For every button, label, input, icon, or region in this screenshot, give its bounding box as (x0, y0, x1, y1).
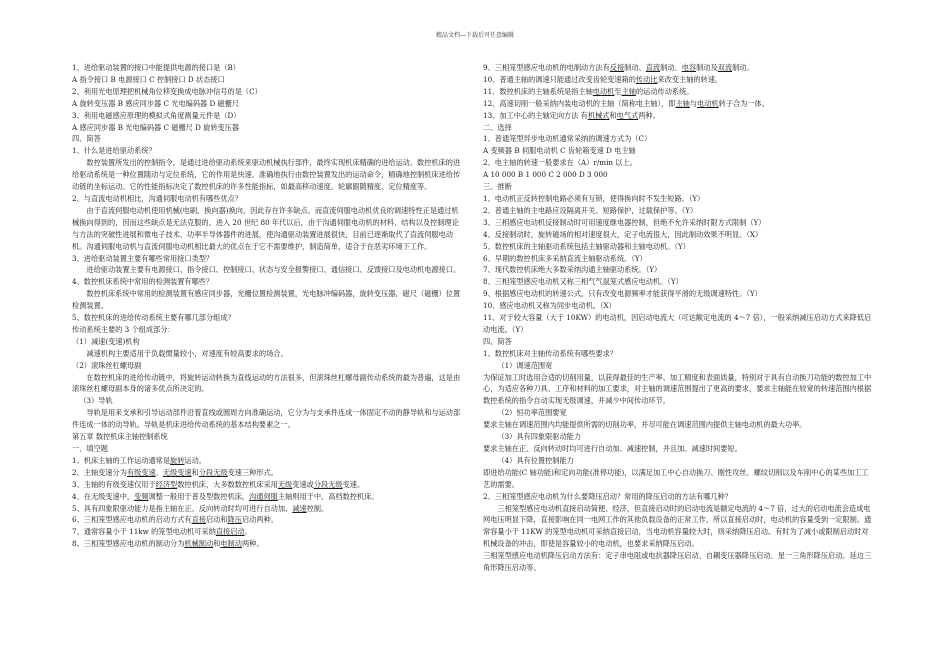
answer-blank: 电动机 (697, 98, 719, 108)
text-segment: 1、机床主轴的工作运动通常是 (72, 455, 171, 465)
sub-answer: 即进给功能(C 轴功能)和定向功能(准停功能)，以满足加工中心自动换刀、刚性攻丝、螺纹切削以及车削中心的某些加工工艺的需要。 (483, 467, 869, 489)
answer-blank: 主轴 (675, 98, 690, 108)
text-segment: 制动、 (660, 63, 682, 72)
text-segment: 11、数控机床的主轴系统是指主轴 (483, 86, 593, 96)
answer-blank: 旋转 (170, 455, 185, 465)
left-column (72, 62, 465, 550)
sub-answer: 为保证加工时选用合适的切削用量，以获得最佳的生产率、加工精度和表面质量，特别对于具有自动换刀功能的数控加工中心，为适应各种刀具、工序和材料的加工要求，对主轴的调速范围提出了更高的要求，要求主轴能在较宽的转速范围内根据数控系统的指令自动实现无级调速，并减少中间传动环节。 (483, 372, 872, 406)
judge-item: 8、三相笼型感应电动机又称三相气气鼠笼式感应电动机。（Y） (483, 277, 683, 287)
answer: 三相笼型感应电动机直接启动简便、经济，但直接启动时的启动电流是额定电流的 4～7 倍，过大的启动电流会造成电网电压明显下降，直接影响在同一电网工作的其他负载设备的正常工作，所以直接启动时，电动机的容量受到一定限制。通常容量小于 11KW 的笼型电动机可采纳直接启动，当电动机容量较大时，则采纳降压启动。有时为了减小或限制启动时对机械设备的冲击，即使是容量较小的电动机，也要求采纳降压启动。 (483, 503, 872, 549)
answer-blank: 有级变速 (126, 467, 156, 477)
text-segment: 制动及 (696, 63, 718, 72)
text-segment: 控制。 (306, 503, 329, 513)
judge-item: 1、电动机正反转控制电路必须有互锁，使得换向时不发生短路。（Y） (483, 193, 705, 203)
text-segment: 和 (191, 467, 199, 477)
answer: 数控装置所发出的控制指令，是通过进给驱动系统来驱动机械执行部件，最终实现机床精确的进给运动。数控机床的进给驱动系统是一种位置随动与定位系统，它的作用是快速、准确地执行由数控装置发出的运动命令，精确地控制机床进给传动链的坐标运动。它的性能指标决定了数控机床的许多性能指标，如最高移动速度、轮廓跟随精度、定位精度等。 (72, 158, 461, 192)
answer-blank: 直接 (191, 515, 206, 525)
judge-item: 4、反接制动时，旋转磁场的相对速度很大，定子电流很大，因此制动效果不明显。（X） (483, 229, 763, 239)
choice-q2: 2、利用光电原理把机械角位移变换成电脉冲信号的是（C） (72, 86, 262, 96)
sub-answer: 要求主轴在调速范围内均能提供所需的切削功率，并尽可能在调速范围内提供主轴电动机的最大功率。 (483, 420, 807, 430)
sub-heading: （2）恒功率范围要宽 (497, 408, 567, 418)
choice-options: A 10 000 B 1 000 C 2 000 D 3 000 (483, 170, 608, 180)
answer-blank: 降压 (227, 515, 242, 525)
text-segment: 、 (155, 467, 163, 477)
question: 3、进给驱动装置主要有哪些常用接口类型？ (72, 253, 214, 263)
answer-blank: 直流 (645, 63, 661, 72)
answer: 传动系统主要的 3 个组成部分： (72, 324, 175, 334)
answer-blank: 分段无级 (313, 479, 343, 489)
text-segment: 变速或 (292, 479, 314, 489)
answer: 由于直流伺服电动机使用机械(电刷、换向器)换向，因此存在许多缺点。而直流伺服电动机优良的调速特性正是通过机械换向得到的，因而这些缺点是无法克服的。进入 20 世纪 80 年代以后，由于沟通伺服电动机的材料、结构以及控制理论与方法的突破性进展和微电子技术、功率半导体器件的进展，使沟通驱动装置进展很快，目前已逐渐取代了直流伺服电动机。沟通伺服电动机与直流伺服电动机相比最大的优点在于它不需要维护，制造简单，适合于在恶劣环境下工作。 (72, 205, 459, 251)
text-segment: 7、通常容量小于 11kw 的笼型电动机可采纳 (72, 527, 216, 537)
sub-heading: （1）调速范围宽 (497, 360, 553, 370)
question: 2、与直流电动机相比，沟通伺服电动机有哪些优点？ (72, 193, 242, 203)
text-segment: 变速三种形式。 (227, 467, 278, 477)
judge-item: 3、三相感应电动机反接制动时可用速度继电器控制，但绝不允许采纳时限方式限制（Y） (483, 217, 766, 227)
text-segment: 8、三相笼型感应电动机的制动分为 (72, 539, 185, 549)
answer: 进给驱动装置主要有电源接口、指令接口、控制接口、状态与安全报警接口、通信接口、反馈接口及电动机电源接口。 (86, 265, 461, 275)
text-segment: 两种。 (241, 539, 264, 549)
fill-item (483, 98, 875, 110)
fill-item (72, 467, 465, 479)
answer-blank: 沟通伺服 (249, 491, 278, 501)
text-segment: 2、主轴变速分为 (72, 467, 127, 477)
fill-item (72, 491, 465, 503)
answer-blank: 经济型 (155, 479, 178, 489)
choice-q1: 1、进给驱动装置的接口中能提供电源的接口是（B） (72, 63, 240, 72)
sub-answer: 在数控机床的进给传动链中，将旋转运动转换为直线运动的方法很多，但滚珠丝杠螺母副传动系统的最为普遍，这是由滚珠丝杠螺母副本身的诸多优点所决定的。 (72, 372, 461, 394)
answer-blank: 无级 (277, 479, 293, 489)
judge-item: 10、感应电动机又称为同步电动机。（X） (483, 301, 616, 311)
choice-q3: 3、利用电磁感应原理的模拟式角度测量元件是（D） (72, 110, 241, 120)
text-segment: 与 (689, 98, 698, 108)
fill-item (483, 62, 875, 74)
text-segment: 调整一般用于普及型数控机床， (148, 491, 250, 501)
sub-heading: （2）滚珠丝杠螺母副 (72, 360, 142, 370)
fill-item (483, 86, 875, 98)
text-segment: 12、高速切削一般采纳内装电动机的主轴（简称电主轴），即 (483, 98, 676, 108)
answer: 三相笼型感应电动机降压启动方法有：定子串电阻或电抗器降压启动、自耦变压器降压启动、星一三角形降压启动、延边三角形降压启动等。 (483, 551, 872, 573)
sub-answer: 导轨是用来支承和引导运动部件沿着直线或圆周方向准确运动，它分为与支承件连成一体固定不动的静导轨和与运动部件连成一体的动导轨。导轨是机床进给传动系统的基本结构要素之一。 (72, 408, 461, 430)
choice-options: A 变频器 B 伺服电动机 C 齿轮箱变速 D 电主轴 (483, 146, 636, 156)
judge-item: 11、对于较大容量（大于 10KW）的电动机，因启动电流大（可达额定电流的 4～7 倍），一般采纳减压启动方式来降低启动电流。（Y） (483, 313, 872, 334)
choice-item: 1、普通笼型异步电动机通常采纳的调速方式为（C） (483, 134, 652, 144)
answer-blank: 机械式 (587, 110, 610, 120)
judge-item: 5、数控机床的主轴驱动系统包括主轴驱动器和主轴电动机。（Y） (483, 241, 690, 251)
page-header: 精品文档---下载后可任意编辑 (435, 32, 515, 39)
choice-item: 2、电主轴的转速一般要求在（A）r/min 以上。 (483, 158, 637, 168)
chapter-title: 第五章 数控机床主轴控制系统 (72, 432, 168, 442)
section-title: 二、选择 (483, 122, 512, 132)
text-segment: 变速。 (342, 479, 365, 489)
judge-item: 6、早期的数控机床多采纳直流主轴驱动系统。（Y） (483, 253, 647, 263)
answer-blank: 分段无级 (198, 467, 228, 477)
section-title: 四、简答 (483, 336, 512, 346)
text-segment: 至 (614, 86, 622, 96)
text-segment: 制动。 (732, 63, 754, 72)
answer-blank: 电容 (681, 63, 697, 72)
text-segment: 制动、 (624, 63, 646, 72)
text-segment: 数控机床，大多数数控机床采用 (177, 479, 278, 489)
fill-item (72, 503, 465, 515)
fill-item (483, 74, 875, 86)
text-segment: 13、加工中心的主轴定向方法 有 (483, 110, 588, 120)
answer-blank: 机械制动 (184, 539, 214, 549)
sub-heading: （3）导轨 (79, 396, 113, 406)
sub-heading: （1）减速(变速)机构 (72, 336, 140, 346)
answer-blank: 减速 (292, 503, 307, 513)
fill-item (72, 514, 465, 526)
right-column (483, 62, 875, 574)
question: 1、什么是进给驱动系统？ (72, 146, 156, 156)
text-segment: 6、三相笼型感应电动机的启动方式有 (72, 515, 192, 525)
section-title: 四、简答 (72, 134, 101, 144)
text-segment: 5、具有四象限驱动能力是指主轴在正、反向转动时均可进行自动加、 (72, 503, 293, 513)
text-segment: 来改变主轴的转速。 (657, 74, 723, 84)
answer-blank: 反接 (609, 63, 625, 72)
sub-answer: 减速机构主要适用于负载惯量较小，对速度有较高要求的场合。 (86, 348, 288, 358)
text-segment: 的运动传动系统。 (635, 86, 694, 96)
answer-blank: 电气式 (616, 110, 639, 120)
choice-q2-options: A 旋转变压器 B 感应同步器 C 光电编码器 D 磁栅尺 (72, 98, 240, 108)
text-segment: 转子合为一体。 (718, 98, 769, 108)
answer-blank: 直接启动 (215, 527, 245, 537)
answer-blank: 变频 (134, 491, 149, 501)
answer: 数控机床系统中常用的检测装置有感应同步器，光栅位置检测装置，光电脉冲编码器，旋转变压器，磁尺（磁栅）位置检测装置。 (72, 289, 461, 311)
section-title: 三、推断 (483, 182, 512, 192)
text-segment: 和 (213, 539, 221, 549)
text-segment: 。 (244, 527, 252, 537)
text-segment: 3、主轴的有级变速仅用于 (72, 479, 156, 489)
fill-item (72, 538, 465, 550)
text-segment: 主轴则用于中、高档数控机床。 (277, 491, 379, 501)
fill-item (72, 526, 465, 538)
text-segment: 和 (609, 110, 617, 120)
sub-heading: （3）具有四象限驱动能力 (497, 432, 582, 442)
fill-item (72, 455, 465, 467)
fill-item (483, 110, 875, 122)
text-segment: 9、三相笼型感应电动机的电制动方法有 (483, 63, 610, 72)
answer-blank: 双流 (717, 63, 733, 72)
section-title: 一、填空题 (72, 444, 108, 453)
fill-item (72, 479, 465, 491)
text-segment: 10、普通主轴的调速只能通过改变齿轮变速箱的 (483, 74, 636, 84)
judge-item: 7、现代数控机床绝大多数采纳沟通主轴驱动系统。（Y） (483, 265, 662, 275)
judge-item: 9、根据感应电动机的转速公式，只有改变电源频率才能获得平滑的无级调速特性。（Y） (483, 289, 762, 299)
answer-blank: 传动比 (635, 74, 658, 84)
answer-blank: 主轴 (621, 86, 636, 96)
choice-q3-options: A 感应同步器 B 光电编码器 C 磁栅尺 D 旋转变压器 (72, 122, 240, 132)
answer-blank: 电动机 (592, 86, 615, 96)
question: 4、数控机床系统中常用的检测装置有哪些？ (72, 277, 214, 287)
text-segment: 4、在无级变速中， (72, 491, 135, 501)
text-segment: 启动两种。 (241, 515, 278, 525)
text-segment: 启动和 (205, 515, 228, 525)
question: 2、三相笼型感应电动机为什么要降压启动？常用的降压启动的方法有哪几种？ (483, 491, 732, 501)
sub-heading: （4）具有位置控制能力 (497, 455, 574, 465)
judge-item: 2、普通主轴的主电路应设隔离开关、短路保护，过载保护等。（Y） (483, 205, 698, 215)
choice-q1-options: A 指令接口 B 电源接口 C 控制接口 D 状态接口 (72, 74, 225, 84)
sub-answer: 要求主轴在正、反向转动时均可进行自动加、减速控制，并且加、减速时间要短。 (483, 444, 742, 453)
question: 1、数控机床对主轴传动系统有哪些要求？ (483, 348, 617, 358)
answer-blank: 电制动 (220, 539, 242, 549)
answer-blank: 无级变速 (162, 467, 192, 477)
text-segment: 运动。 (184, 455, 206, 465)
question: 5、数控机床的进给传动系统主要有哪几部分组成？ (72, 313, 235, 323)
text-segment: 两种。 (638, 110, 660, 120)
